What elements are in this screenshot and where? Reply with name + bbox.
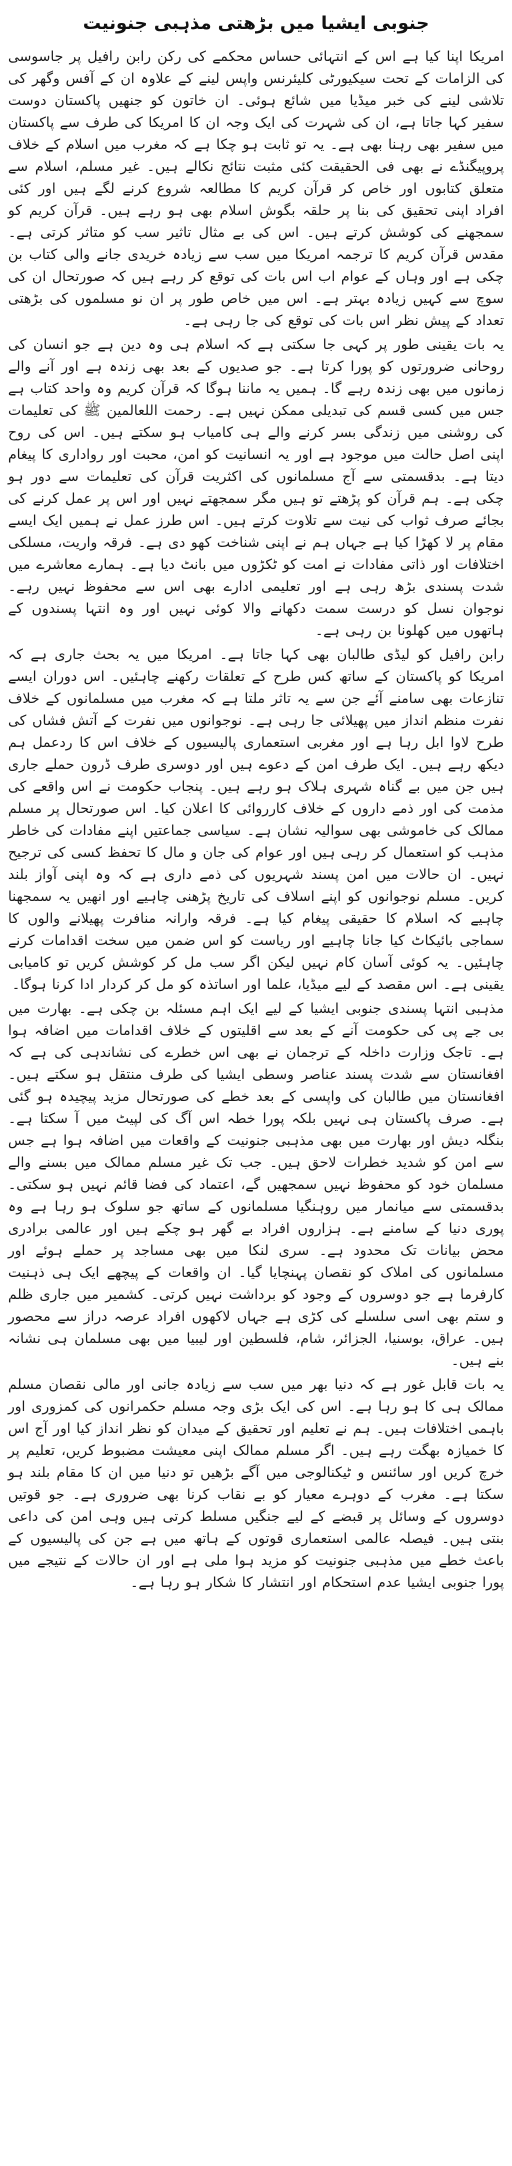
- article-paragraph-3: رابن رافیل کو لیڈی طالبان بھی کہا جاتا ہے۔ امریکا میں یہ بحث جاری ہے کہ امریکا کو پاکستان کے ساتھ کس طرح کے تعلقات رکھنے چاہئیں۔ اس دوران ایسے تنازعات بھی سامنے آئے جن سے یہ تاثر ملتا ہے کہ مغرب میں مسلمانوں کے خلاف نفرت منظم انداز میں پھیلائی جا رہی ہے۔ نوجوانوں میں نفرت کے آتش فشاں کی طرح لاوا ابل رہا ہے اور مغربی استعماری پالیسیوں کے خلاف اس کا ردعمل ہم دیکھ رہے ہیں۔ ایک طرف امن کے دعوے ہیں اور دوسری طرف ڈرون حملے جاری ہیں جن میں بے گناہ شہری ہلاک ہو رہے ہیں۔ پنجاب حکومت نے اس واقعے کی مذمت کی اور ذمے داروں کے خلاف کارروائی کا اعلان کیا۔ اس صورتحال پر مسلم ممالک کی خاموشی بھی سوالیہ نشان ہے۔ سیاسی جماعتیں اپنے مفادات کی خاطر مذہب کو استعمال کر رہی ہیں اور عوام کی جان و مال کا تحفظ کسی کی ترجیح نہیں۔ ان حالات میں امن پسند شہریوں کی ذمے داری ہے کہ وہ اپنی آواز بلند کریں۔ مسلم نوجوانوں کو اپنے اسلاف کی تاریخ پڑھنی چاہیے اور انھیں یہ سمجھنا چاہیے کہ اسلام کا حقیقی پیغام کیا ہے۔ فرقہ وارانہ منافرت پھیلانے والوں کا سماجی بائیکاٹ کیا جانا چاہیے اور ریاست کو اس ضمن میں سخت اقدامات کرنے چاہئیں۔ یہ کوئی آسان کام نہیں لیکن اگر سب مل کر کوشش کریں تو کامیابی یقینی ہے۔ اس مقصد کے لیے میڈیا، علما اور اساتذہ کو مل کر کردار ادا کرنا ہوگا۔: [8, 647, 504, 993]
- article-paragraph-4: مذہبی انتہا پسندی جنوبی ایشیا کے لیے ایک اہم مسئلہ بن چکی ہے۔ بھارت میں بی جے پی کی حکومت آنے کے بعد سے اقلیتوں کے خلاف اقدامات میں اضافہ ہوا ہے۔ تاجک وزارت داخلہ کے ترجمان نے بھی اس خطرے کی نشاندہی کی ہے کہ افغانستان سے شدت پسند عناصر وسطی ایشیا کی طرف منتقل ہو سکتے ہیں۔ افغانستان میں طالبان کی واپسی کے بعد خطے کی صورتحال مزید پیچیدہ ہو گئی ہے۔ صرف پاکستان ہی نہیں بلکہ پورا خطہ اس آگ کی لپیٹ میں آ سکتا ہے۔ بنگلہ دیش اور بھارت میں بھی مذہبی جنونیت کے واقعات میں اضافہ ہوا ہے جس سے امن کو شدید خطرات لاحق ہیں۔ جب تک غیر مسلم ممالک میں بسنے والے مسلمان خود کو محفوظ نہیں سمجھیں گے، اعتماد کی فضا قائم نہیں ہو سکتی۔ بدقسمتی سے میانمار میں روہنگیا مسلمانوں کے ساتھ جو سلوک ہو رہا ہے وہ پوری دنیا کے سامنے ہے۔ ہزاروں افراد بے گھر ہو چکے ہیں اور عالمی برادری محض بیانات تک محدود ہے۔ سری لنکا میں بھی مساجد پر حملے ہوئے اور مسلمانوں کی املاک کو نقصان پہنچایا گیا۔ ان واقعات کے پیچھے ایک ہی ذہنیت کارفرما ہے جو دوسروں کے وجود کو برداشت نہیں کرتی۔ کشمیر میں جاری ظلم و ستم بھی اسی سلسلے کی کڑی ہے جہاں لاکھوں افراد عرصہ دراز سے محصور ہیں۔ عراق، بوسنیا، الجزائر، شام، فلسطین اور لیبیا میں بھی مسلمان ہی نشانہ بنے ہیں۔: [8, 1001, 504, 1369]
- article-headline: جنوبی ایشیا میں بڑھتی مذہبی جنونیت: [82, 13, 430, 34]
- article-paragraph-1: امریکا اپنا کیا ہے اس کے انتہائی حساس محکمے کی رکن رابن رافیل پر جاسوسی کی الزامات کے تحت سیکیورٹی کلیئرنس واپس لینے کے علاوہ ان کے آفس وگھر کی تلاشی لینے کی خبر میڈیا میں شائع ہوئی۔ ان خاتون کو جنھیں پاکستان دوست سفیر کہا جاتا ہے، ان کی شہرت کی ایک وجہ ان کا امریکا کی طرف سے پاکستان میں سفیر بھی رہنا بھی ہے۔ یہ تو ثابت ہو چکا ہے کہ مغرب میں اسلام کے خلاف پروپیگنڈے نے بھی فی الحقیقت کئی مثبت نتائج نکالے ہیں۔ غیر مسلم، اسلام سے متعلق کتابوں اور خاص کر قرآن کریم کا مطالعہ شروع کرنے لگے ہیں اور کئی افراد اپنی تحقیق کی بنا پر حلقہ بگوش اسلام بھی ہو رہے ہیں۔ قرآن کریم کو سمجھنے کی کوشش کرتے ہیں۔ اس کی بے مثال تاثیر سب کو متاثر کرتی ہے۔ مقدس قرآن کریم کا ترجمہ امریکا میں سب سے زیادہ خریدی جانے والی کتاب بن چکی ہے اور وہاں کے عوام اب اس بات کی توقع کر رہے ہیں کہ صورتحال ان کی سوچ سے کہیں زیادہ بہتر ہے۔ اس میں خاص طور پر ان نو مسلموں کی بڑھتی تعداد کے پیش نظر اس بات کی توقع کی جا رہی ہے۔: [8, 49, 504, 329]
- article-paragraph-5: یہ بات قابل غور ہے کہ دنیا بھر میں سب سے زیادہ جانی اور مالی نقصان مسلم ممالک ہی کا ہو رہا ہے۔ اس کی ایک بڑی وجہ مسلم حکمرانوں کی کمزوری اور باہمی اختلافات ہیں۔ ہم نے تعلیم اور تحقیق کے میدان کو نظر انداز کیا اور آج اس کا خمیازہ بھگت رہے ہیں۔ اگر مسلم ممالک اپنی معیشت مضبوط کریں، تعلیم پر خرچ کریں اور سائنس و ٹیکنالوجی میں آگے بڑھیں تو دنیا میں ان کا مقام بلند ہو سکتا ہے۔ مغرب کے دوہرے معیار کو بے نقاب کرنا بھی ضروری ہے۔ جو قوتیں دوسروں کے وسائل پر قبضے کے لیے جنگیں مسلط کرتی ہیں وہی امن کی داعی بنتی ہیں۔ فیصلہ عالمی استعماری قوتوں کے ہاتھ میں ہے جن کی پالیسیوں کے باعث خطے میں مذہبی جنونیت کو مزید ہوا ملی ہے اور ان حالات کے نتیجے میں پورا جنوبی ایشیا عدم استحکام اور انتشار کا شکار ہو رہا ہے۔: [8, 1377, 504, 1591]
- article-paragraph-2: یہ بات یقینی طور پر کہی جا سکتی ہے کہ اسلام ہی وہ دین ہے جو انسان کی روحانی ضرورتوں کو پورا کرتا ہے۔ جو صدیوں کے بعد بھی زندہ ہے اور آنے والے زمانوں میں بھی زندہ رہے گا۔ ہمیں یہ ماننا ہوگا کہ قرآن کریم وہ واحد کتاب ہے جس میں کسی قسم کی تبدیلی ممکن نہیں ہے۔ رحمت اللعالمین ﷺ کی تعلیمات کی روشنی میں زندگی بسر کرنے والے ہی کامیاب ہو سکتے ہیں۔ اس کی روح اپنی اصل حالت میں موجود ہے اور یہ انسانیت کو امن، محبت اور رواداری کا پیغام دیتا ہے۔ بدقسمتی سے آج مسلمانوں کی اکثریت قرآن کی تعلیمات سے دور ہو چکی ہے۔ ہم قرآن کو پڑھتے تو ہیں مگر سمجھتے نہیں اور اس پر عمل کرنے کی بجائے صرف ثواب کی نیت سے تلاوت کرتے ہیں۔ اس طرز عمل نے ہمیں ایک ایسے مقام پر لا کھڑا کیا ہے جہاں ہم نے اپنی شناخت کھو دی ہے۔ فرقہ واریت، مسلکی اختلافات اور ذاتی مفادات نے امت کو ٹکڑوں میں بانٹ دیا ہے۔ ہمارے معاشرے میں شدت پسندی بڑھ رہی ہے اور تعلیمی ادارے بھی اس سے محفوظ نہیں رہے۔ نوجوان نسل کو درست سمت دکھانے والا کوئی نہیں اور وہ انتہا پسندوں کے ہاتھوں میں کھلونا بن رہی ہے۔: [8, 337, 504, 639]
- article-body: [8, 46, 504, 1594]
